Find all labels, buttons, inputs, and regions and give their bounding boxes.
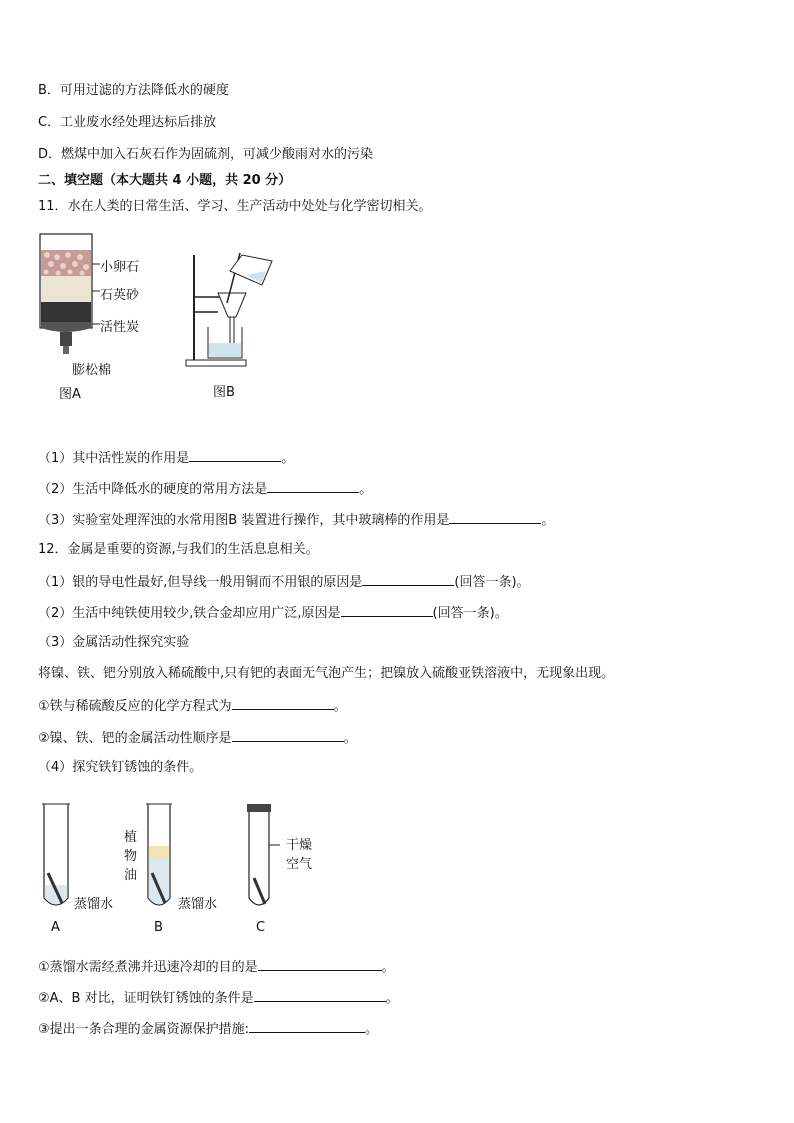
q12-p3-desc: 将镍、铁、钯分别放入稀硫酸中,只有钯的表面无气泡产生；把镍放入硫酸亚铁溶液中，无现象出现。 bbox=[38, 666, 615, 681]
answer-blank[interactable] bbox=[362, 572, 454, 586]
tube-b-water-label: 蒸馏水 bbox=[178, 897, 218, 912]
figure-a-caption: 图A bbox=[59, 387, 81, 402]
answer-blank[interactable] bbox=[232, 696, 334, 710]
filtration-figure-b bbox=[180, 245, 280, 375]
q12-p4: （4）探究铁钉锈蚀的条件。 bbox=[38, 760, 203, 775]
q12-d2: ②A、B 对比，证明铁钉锈蚀的条件是 。 bbox=[38, 988, 399, 1008]
tube-a-caption: A bbox=[51, 920, 60, 935]
q11-p2: （2）生活中降低水的硬度的常用方法是 。 bbox=[38, 479, 372, 499]
figure-b-caption: 图B bbox=[213, 385, 235, 400]
answer-blank[interactable] bbox=[249, 1019, 365, 1033]
q12-d1: ①蒸馏水需经煮沸并迅速冷却的目的是 。 bbox=[38, 957, 395, 977]
filter-layer-label-2: 石英砂 bbox=[100, 288, 140, 303]
answer-blank[interactable] bbox=[267, 479, 359, 493]
dry-air-label-1: 干燥 bbox=[286, 838, 313, 853]
filter-layer-label-3: 活性炭 bbox=[100, 320, 140, 335]
answer-blank[interactable] bbox=[189, 448, 281, 462]
q12-stem: 12．金属是重要的资源,与我们的生活息息相关。 bbox=[38, 542, 319, 557]
filter-figure-a bbox=[38, 228, 158, 408]
q12-p1: （1）银的导电性最好,但导线一般用铜而不用银的原因是 (回答一条)。 bbox=[38, 572, 530, 592]
tube-b-caption: B bbox=[154, 920, 163, 935]
q12-c2: ②镍、铁、钯的金属活动性顺序是 。 bbox=[38, 728, 357, 748]
q12-d3: ③提出一条合理的金属资源保护措施: 。 bbox=[38, 1019, 378, 1039]
answer-blank[interactable] bbox=[254, 988, 386, 1002]
option-b: B．可用过滤的方法降低水的硬度 bbox=[38, 83, 229, 98]
tube-c-caption: C bbox=[256, 920, 266, 935]
test-tube-a bbox=[38, 800, 78, 915]
filter-bottom-label: 膨松棉 bbox=[72, 363, 112, 378]
q11-p1: （1）其中活性炭的作用是 。 bbox=[38, 448, 294, 468]
option-c: C．工业废水经处理达标后排放 bbox=[38, 115, 217, 130]
test-tube-b bbox=[140, 800, 180, 915]
oil-label-1: 植 bbox=[124, 830, 138, 845]
oil-label-2: 物 bbox=[124, 849, 138, 864]
q12-c1: ①铁与稀硫酸反应的化学方程式为 。 bbox=[38, 696, 347, 716]
q11-p3: （3）实验室处理浑浊的水常用图B 装置进行操作，其中玻璃棒的作用是 。 bbox=[38, 510, 554, 530]
answer-blank[interactable] bbox=[449, 510, 541, 524]
option-d: D．燃煤中加入石灰石作为固硫剂，可减少酸雨对水的污染 bbox=[38, 147, 374, 162]
section-title: 二、填空题（本大题共 4 小题，共 20 分） bbox=[38, 173, 292, 188]
answer-blank[interactable] bbox=[258, 957, 382, 971]
answer-blank[interactable] bbox=[341, 603, 433, 617]
oil-label-3: 油 bbox=[124, 868, 138, 883]
tube-a-water-label: 蒸馏水 bbox=[74, 897, 114, 912]
answer-blank[interactable] bbox=[232, 728, 344, 742]
q12-p3: （3）金属活动性探究实验 bbox=[38, 635, 190, 650]
test-tube-c bbox=[240, 800, 280, 915]
q12-p2: （2）生活中纯铁使用较少,铁合金却应用广泛,原因是 (回答一条)。 bbox=[38, 603, 508, 623]
filter-layer-label-1: 小卵石 bbox=[100, 260, 140, 275]
dry-air-label-2: 空气 bbox=[286, 857, 313, 872]
q11-stem: 11．水在人类的日常生活、学习、生产活动中处处与化学密切相关。 bbox=[38, 199, 432, 214]
